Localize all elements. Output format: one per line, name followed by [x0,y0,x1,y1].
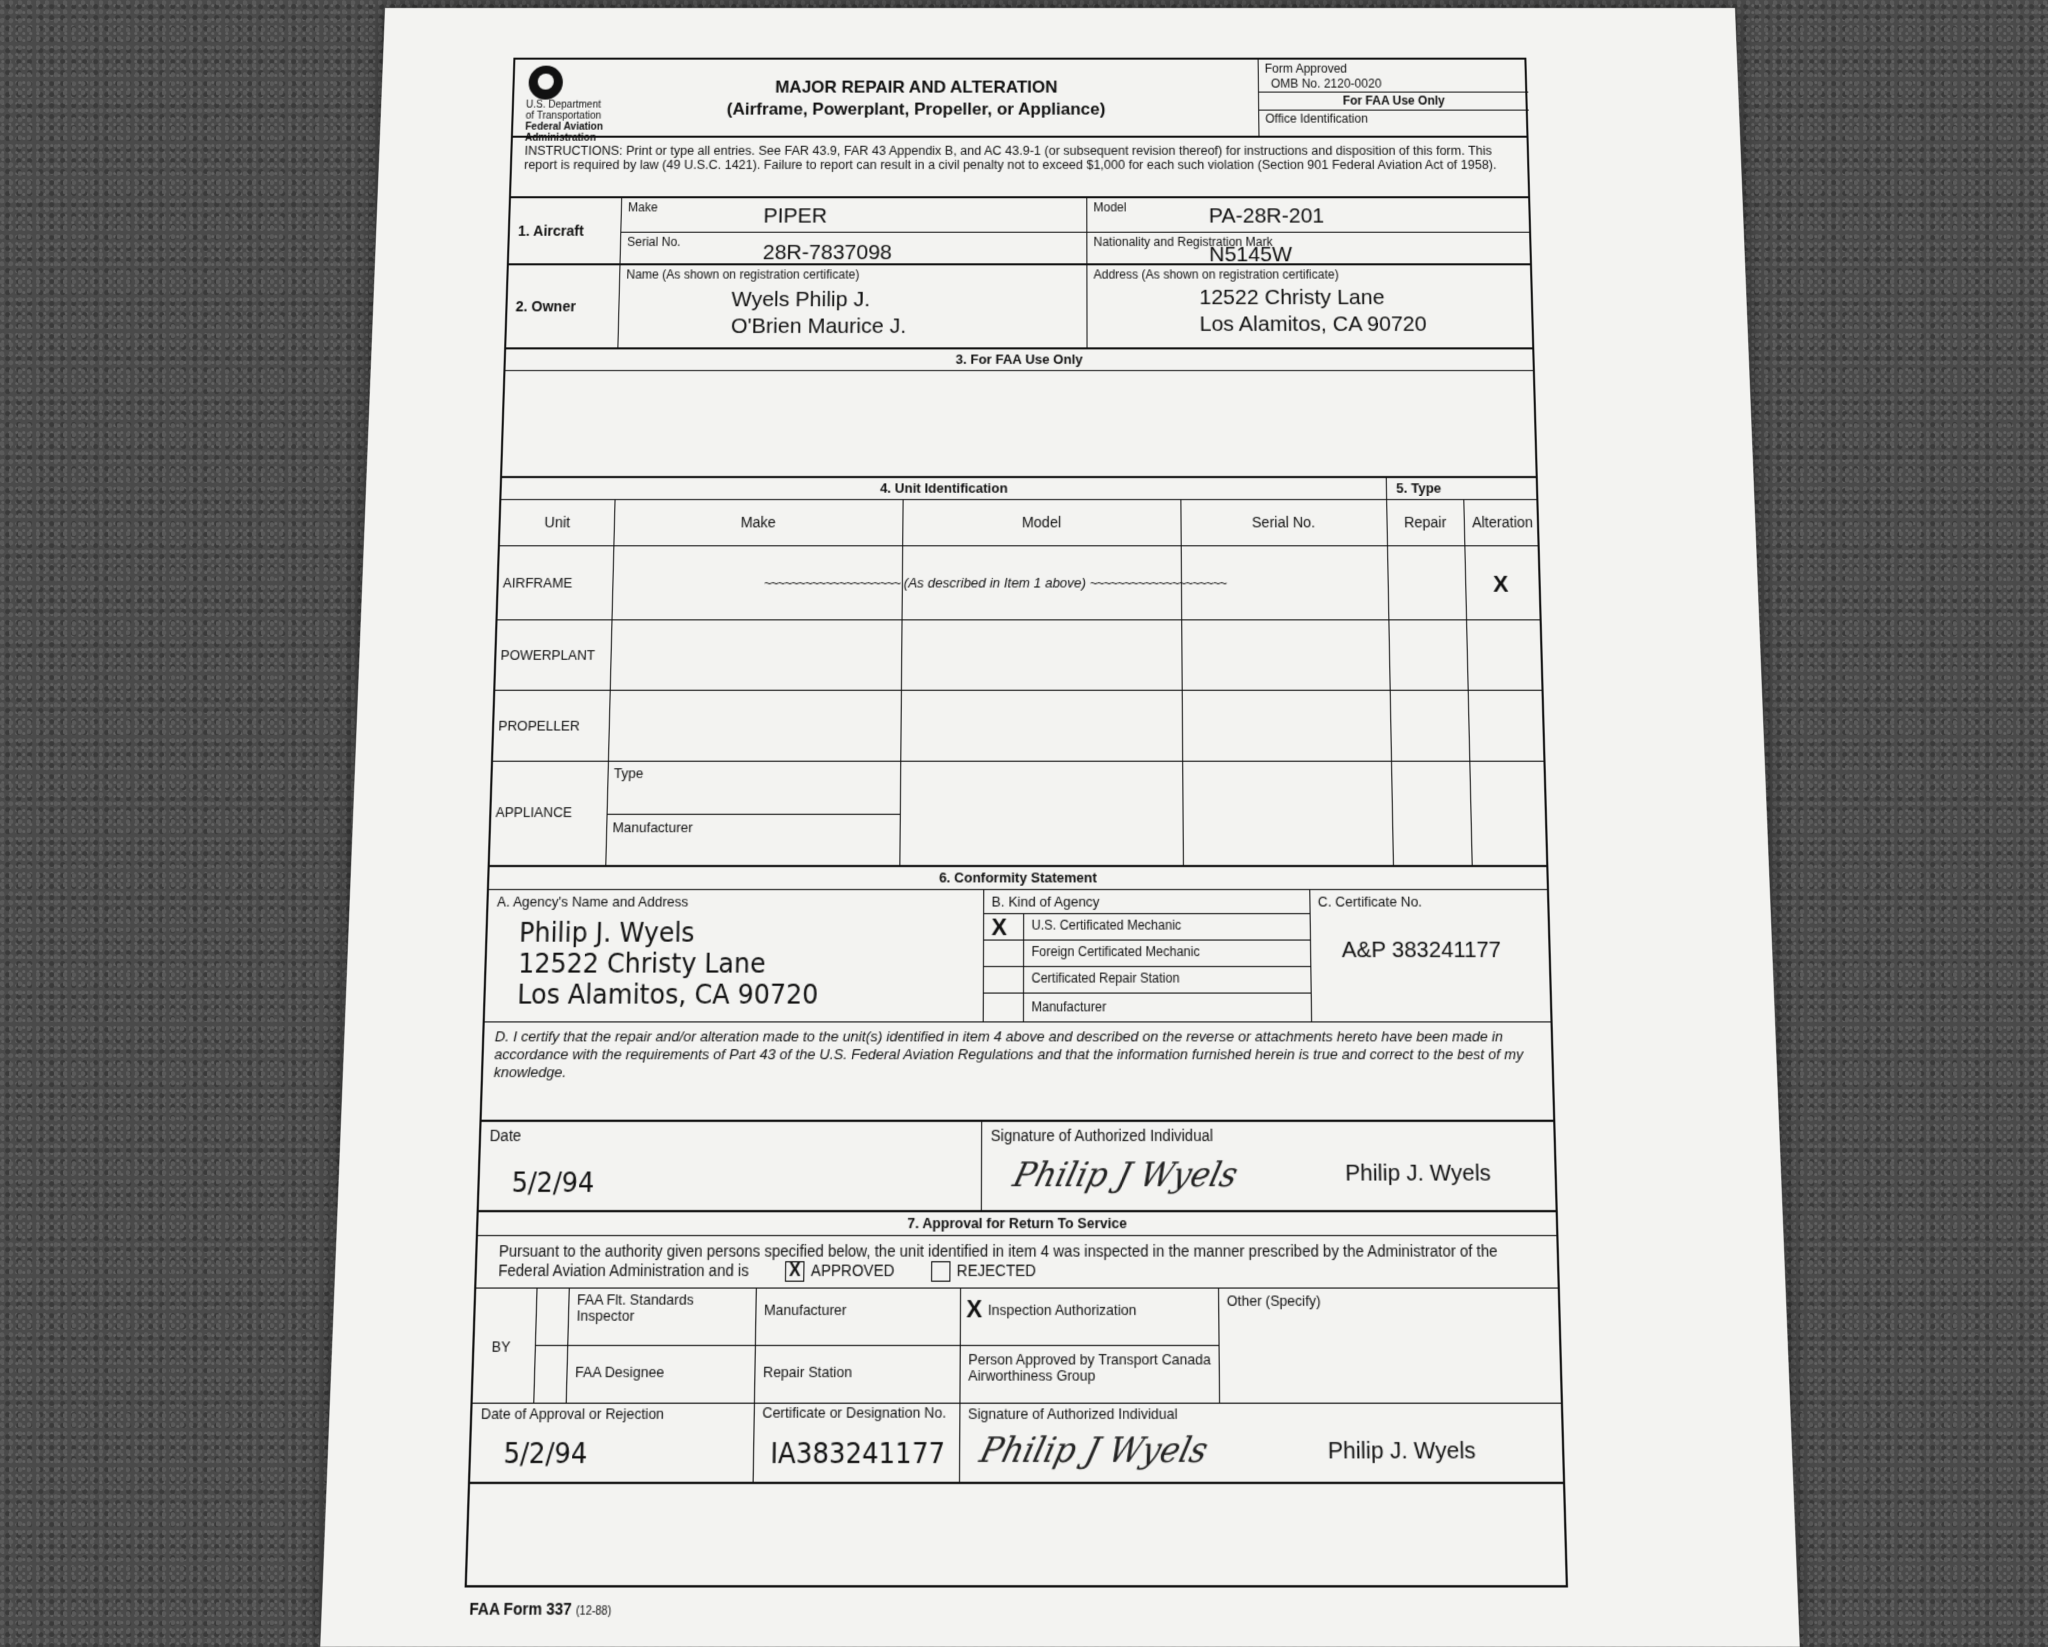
conformity-date: 5/2/94 [511,1166,595,1199]
certification-statement: D. I certify that the repair and/or alteration made to the unit(s) identified in item 4 above and described on the reverse or attachments hereto have been made in accordance with the requirements of Part 43 of the U.S. Federal Aviation Regulations and that the information furnished herein is true and correct to the best of my knowledge. [493,1028,1524,1081]
approval-date: 5/2/94 [503,1437,588,1471]
header-row [513,60,1527,144]
agency-city: Los Alamitos, CA 90720 [516,979,819,1011]
dot-logo-icon [528,66,563,100]
conformity-section: 6. Conformity Statement A. Agency's Name and Address Philip J. Wyels 12522 Christy Lane Los Alamitos, CA 90720 B. Kind of Agency X U.S. Certificated Mechanic Foreign Certificated Mechanic Certificated Repair Station Manufacturer C. Certificate No. A&P 383241177 D. I certify that the repair and/or alteration made to the unit(s) identified in item 4 above and described on the reverse or attachments hereto have been made in accordance with the requirements of Part 43 of the U.S. Federal Aviation Regulations and that the information furnished herein is true and correct to the best of my knowledge. [482,867,1554,1122]
instructions: INSTRUCTIONS: Print or type all entries. See FAR 43.9, FAR 43 Appendix B, and AC 43.9-1 (or subsequent revision thereof) for instructions and disposition of this form. This report is required by law (49 U.S.C. 1421). Failure to report can result in a civil penalty not to exceed $1,000 for each such violation (Section 901 Federal Aviation Act of 1958). [523,143,1497,172]
approval-section: 7. Approval for Return To Service Pursuant to the authority given persons specified below, the unit identified in item 4 was inspected in the manner prescribed by the Administrator of the Federal Aviation Administration and is X APPROVED REJECTED BY FAA Flt. Standards Inspector Manufacturer X Inspection Authorization Other (Specify) FAA Designee Repair Station Person Approved by Transport Canada Airworthiness Group Date of Approval or Rejection 5/2/94 Certificate or Designation No. IA383241177 Signature of Authorized Individual Philip J Wyels Philip J. Wyels [470,1212,1563,1484]
unit-id-table: 4. Unit Identification 5. Type Unit Make Model Serial No. Repair Alteration AIRFRAME ~~~~~~~~~~~~~~~~~~~~ (As described in Item 1 above) ~~~~~~~~~~~~~~~~~~~~ X POWERPLANT PROPELLER APPLIANCE Type Manufacturer [490,478,1547,867]
unit-powerplant: POWERPLANT [500,646,596,663]
aircraft-serial: 28R-7837098 [762,240,893,265]
instructions-row [511,138,1528,199]
form-337 [465,58,1568,1588]
unit-appliance: APPLIANCE [495,803,573,821]
approved-checkbox[interactable]: X [785,1262,805,1283]
airframe-alteration-mark: X [1492,570,1509,598]
unit-airframe: AIRFRAME [502,574,573,591]
form-title: MAJOR REPAIR AND ALTERATION [774,77,1058,97]
aircraft-model: PA-28R-201 [1208,204,1325,228]
aircraft-make: PIPER [763,204,828,228]
form-number: FAA Form 337 (12-88) [469,1599,612,1619]
conformity-signature-row: Date 5/2/94 Signature of Authorized Individual Philip J Wyels Philip J. Wyels [479,1122,1556,1212]
aircraft-row: 1. Aircraft Make PIPER Serial No. 28R-7837098 Model PA-28R-201 Nationality and Registration Mark N5145W [509,198,1530,265]
approval-text: Pursuant to the authority given persons specified below, the unit identified in item 4 was inspected in the manner prescribed by the Administrator of the Federal Aviation Administration and is X APPROVED REJECTED [498,1241,1498,1281]
agency-street: 12522 Christy Lane [517,948,766,980]
form-subtitle: (Airframe, Powerplant, Propeller, or Appliance) [726,99,1106,119]
owner-name-2: O'Brien Maurice J. [730,314,907,339]
conformity-cert: A&P 383241177 [1341,937,1502,963]
faa-use-row: 3. For FAA Use Only [502,349,1536,478]
rejected-checkbox[interactable] [931,1262,950,1283]
owner-row: 2. Owner Name (As shown on registration certificate) Wyels Philip J. O'Brien Maurice J. Address (As shown on registration certificate) 12522 Christy Lane Los Alamitos, CA 90720 [506,265,1532,349]
conformity-signature: Philip J Wyels [1008,1155,1242,1196]
unit-propeller: PROPELLER [498,717,580,734]
faa-box: Form Approved OMB No. 2120-0020 For FAA Use Only Office Identification [1258,60,1530,136]
approval-cert: IA383241177 [770,1437,946,1471]
owner-address-1: 12522 Christy Lane [1199,285,1385,310]
ia-check-mark: X [966,1294,983,1324]
dot-label: U.S. Department of Transportation Federal Aviation Administration [524,99,604,144]
kind-checked-mark: X [991,913,1008,941]
form-paper [320,8,1800,1647]
airframe-desc: ~~~~~~~~~~~~~~~~~~~~ (As described in Item 1 above) ~~~~~~~~~~~~~~~~~~~~ [763,574,1227,591]
owner-name-1: Wyels Philip J. [731,287,871,312]
agency-name: Philip J. Wyels [518,917,695,949]
aircraft-reg: N5145W [1209,242,1293,267]
owner-address-2: Los Alamitos, CA 90720 [1199,312,1427,337]
approval-signature: Philip J Wyels [975,1430,1212,1472]
conformity-printed-name: Philip J. Wyels [1345,1160,1492,1187]
approval-printed-name: Philip J. Wyels [1327,1437,1477,1465]
